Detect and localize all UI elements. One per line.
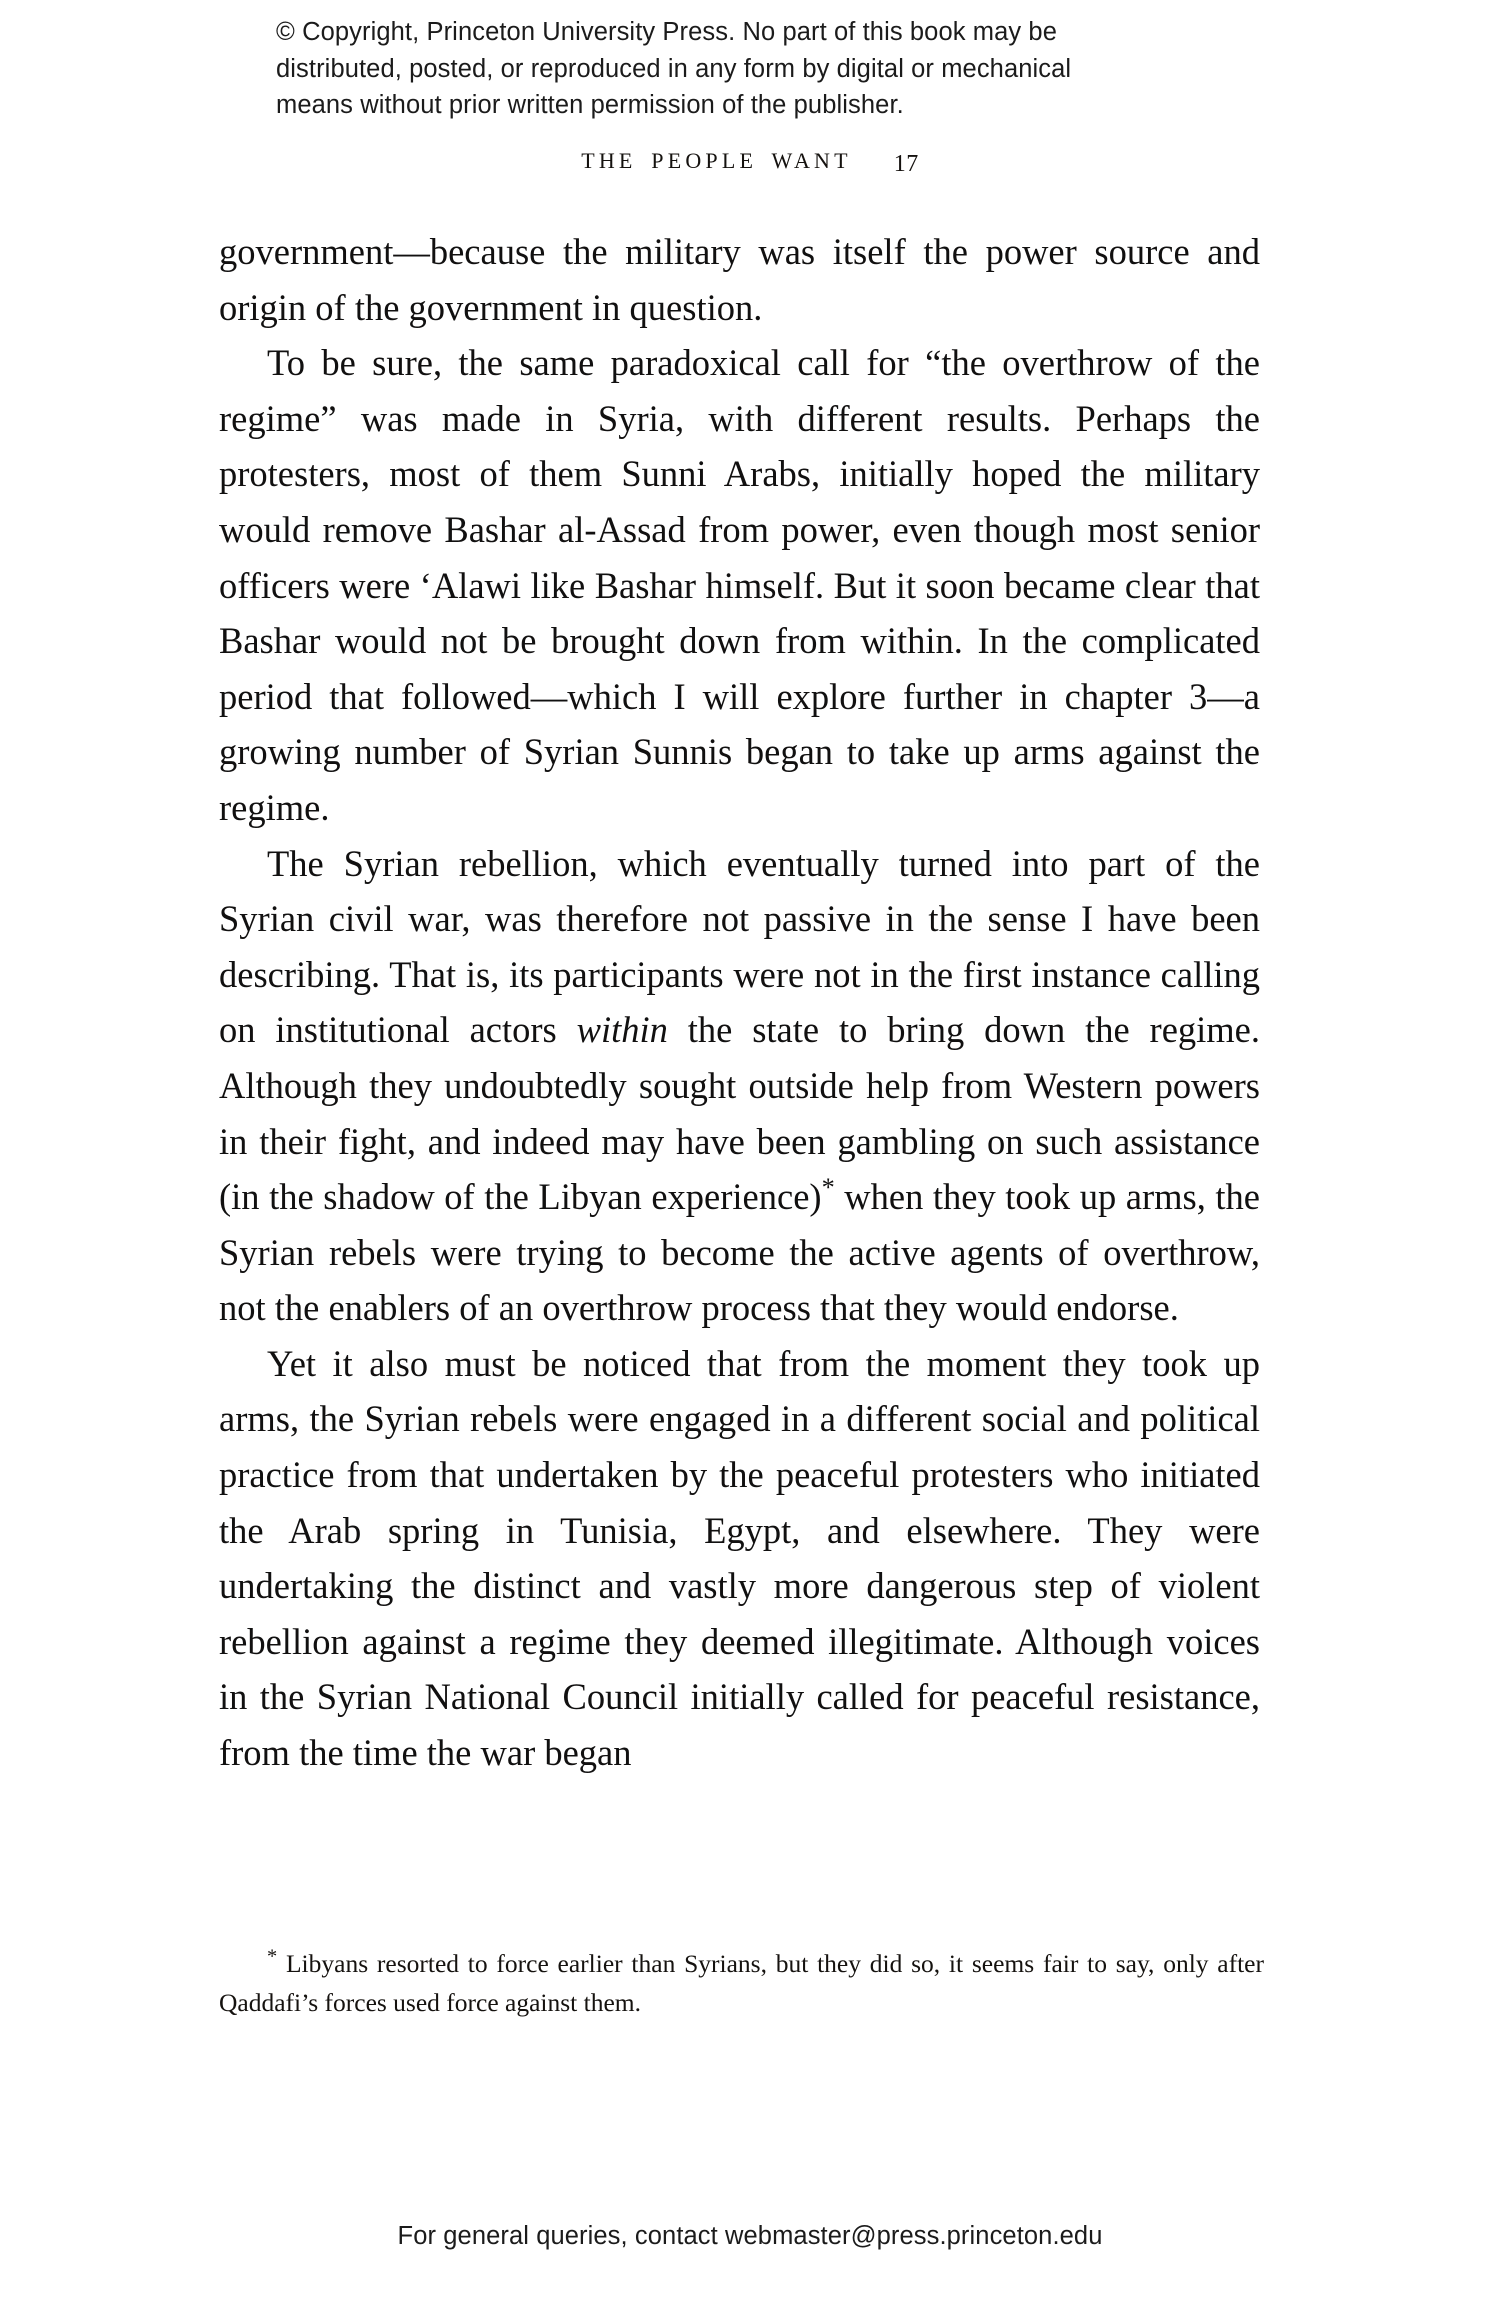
segment-text-1: The Syrian rebellion, which eventually turned into part of the Syrian civil war, was therefore not passive in the sense I have been describing. That is, its participants were not in the first instance calling on institutional actors xyxy=(219,842,1260,1051)
footnote-star-icon: * xyxy=(267,1945,278,1968)
paragraph-to-be-sure: To be sure, the same paradoxical call for “the overthrow of the regime” was made in Syria, with different results. Perhaps the protesters, most of them Sunni Arabs, initially hoped the military would remove Bashar al-Assad from power, even though most senior officers were ‘Alawi like Bashar himself. But it soon became clear that Bashar would not be brought down from within. In the complicated period that followed—which I will explore further in chapter 3—a growing number of Syrian Sunnis began to take up arms against the regime. xyxy=(219,342,1260,828)
segment-text-2: the state to bring down the regime. Although they undoubtedly sought outside help from Western powers in their fight, and indeed may have been gambling on such assistance (in the shadow of the Libyan experience) xyxy=(219,1009,1260,1218)
paragraph-syrian-rebellion xyxy=(219,836,1260,1336)
copyright-line-3: means without prior written permission of the publisher. xyxy=(276,91,904,119)
paragraph-government: government—because the military was itself the power source and origin of the government in question. xyxy=(219,231,1260,328)
copyright-line-1: © Copyright, Princeton University Press. No part of this book may be xyxy=(276,18,1057,46)
emphasis-within: within xyxy=(576,1009,668,1051)
footer-query-line: For general queries, contact webmaster@press.princeton.edu xyxy=(397,2222,1103,2250)
body-text xyxy=(219,224,1260,1781)
footnote-reference-marker[interactable]: * xyxy=(821,1172,835,1202)
page-number: 17 xyxy=(893,151,919,177)
running-head-title: THE PEOPLE WANT xyxy=(581,148,852,173)
running-head xyxy=(0,148,1500,175)
segment-text-3: when they took up arms, the Syrian rebels were trying to become the active agents of overthrow, not the enablers of an overthrow process that they would endorse. xyxy=(219,1176,1260,1329)
footnote-paragraph xyxy=(219,1944,1264,2022)
footnote xyxy=(219,1944,1264,2022)
copyright-notice xyxy=(276,14,1216,124)
footnote-text: Libyans resorted to force earlier than Syrians, but they did so, it seems fair to say, only after Qaddafi’s forces used force against them. xyxy=(219,1949,1264,2017)
paragraph-yet-it-also: Yet it also must be noticed that from the moment they took up arms, the Syrian rebels were engaged in a different social and political practice from that undertaken by the peaceful protesters who initiated the Arab spring in Tunisia, Egypt, and elsewhere. They were undertaking the distinct and vastly more dangerous step of violent rebellion against a regime they deemed illegitimate. Although voices in the Syrian National Council initially called for peaceful resistance, from the time the war began xyxy=(219,1342,1260,1774)
copyright-line-2: distributed, posted, or reproduced in any form by digital or mechanical xyxy=(276,54,1072,83)
